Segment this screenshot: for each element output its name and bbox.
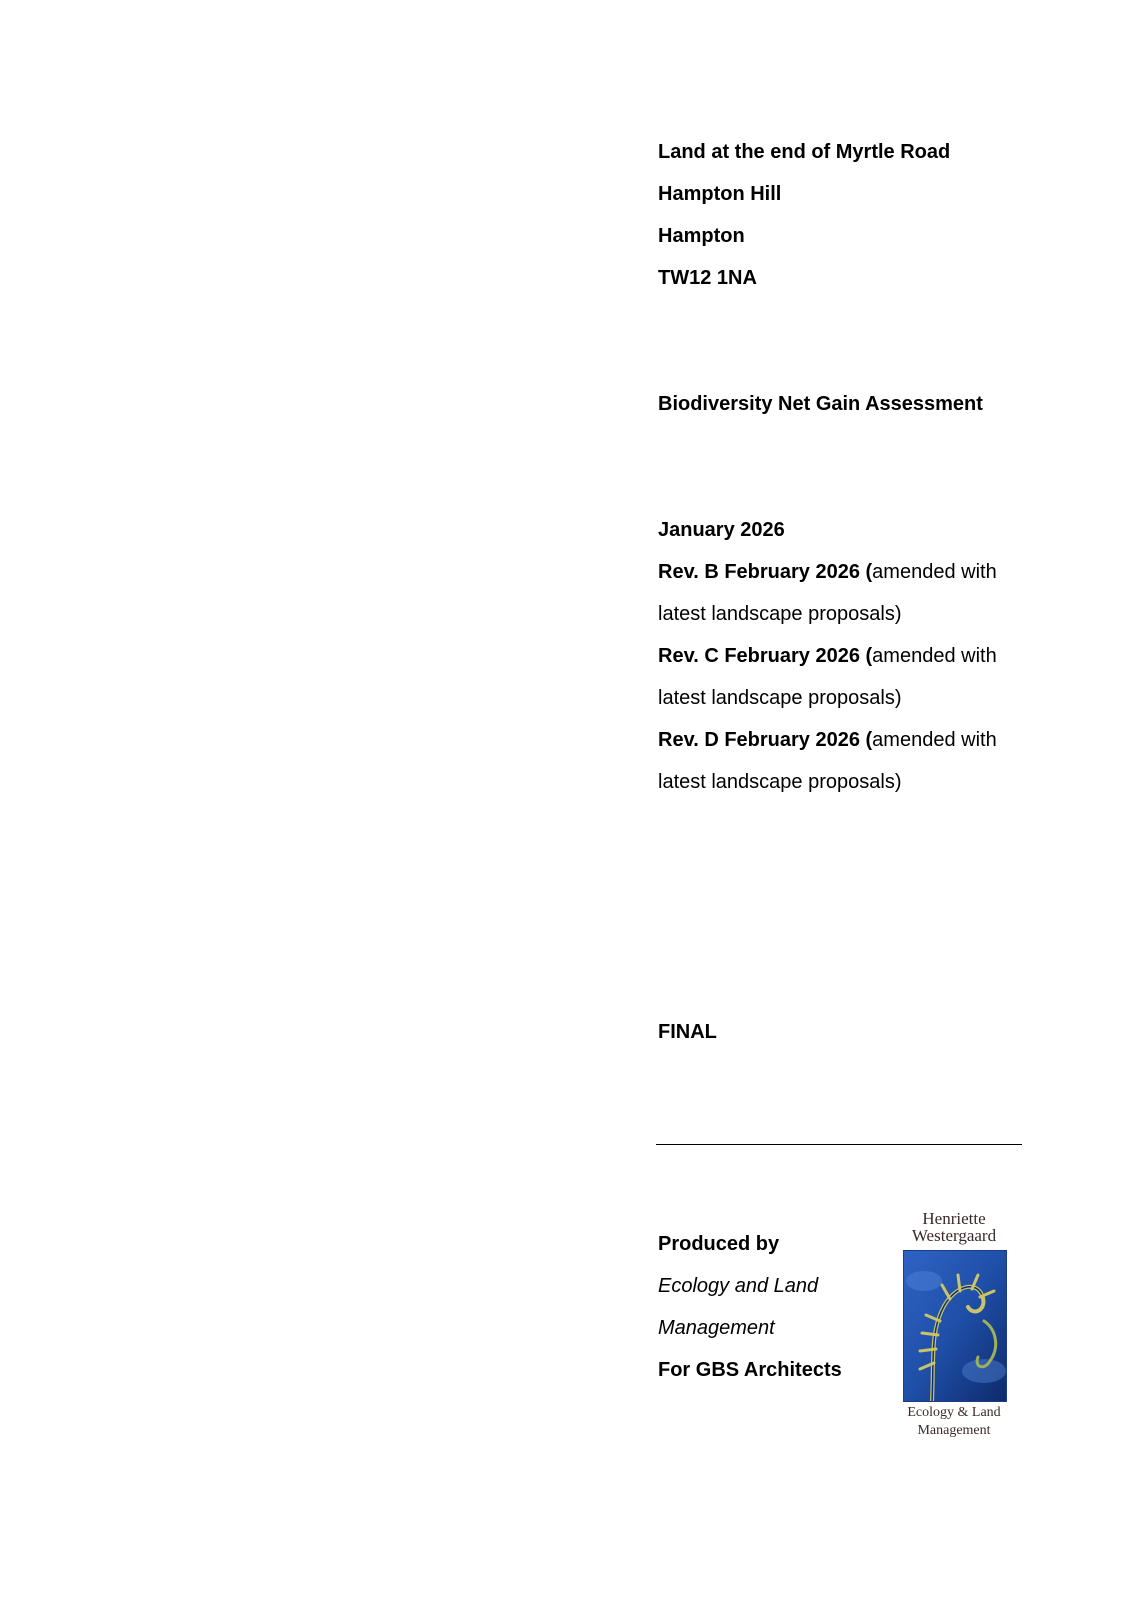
revision-d-line xyxy=(658,727,997,753)
revision-c-note-cont: latest landscape proposals) xyxy=(658,687,902,709)
document-status: FINAL xyxy=(658,1021,717,1043)
revision-d-note-cont: latest landscape proposals) xyxy=(658,771,902,793)
revision-c-note: amended with xyxy=(872,645,997,667)
client-line: For GBS Architects xyxy=(658,1359,842,1381)
address-line-2: Hampton Hill xyxy=(658,183,782,205)
revision-d-label: Rev. D February 2026 ( xyxy=(658,729,873,751)
logo-subtitle xyxy=(898,1404,1010,1440)
company-logo xyxy=(898,1210,1010,1442)
address-line-1: Land at the end of Myrtle Road xyxy=(658,141,951,163)
fern-frond-icon xyxy=(903,1250,1007,1402)
revision-d-note: amended with xyxy=(872,729,997,751)
revision-b-note: amended with xyxy=(872,561,997,583)
date-original: January 2026 xyxy=(658,519,785,541)
company-name-line-2: Management xyxy=(658,1317,775,1339)
produced-by-label: Produced by xyxy=(658,1233,780,1255)
report-title: Biodiversity Net Gain Assessment xyxy=(658,393,983,415)
revision-b-note-cont: latest landscape proposals) xyxy=(658,603,902,625)
revision-b-label: Rev. B February 2026 ( xyxy=(658,561,873,583)
address-line-3: Hampton xyxy=(658,225,745,247)
revision-c-line xyxy=(658,643,997,669)
logo-name-line-1: Henriette xyxy=(922,1209,986,1228)
divider xyxy=(656,1144,1022,1145)
logo-name-line-2: Westergaard xyxy=(911,1226,997,1245)
logo-sub-line-2: Management xyxy=(917,1423,991,1438)
logo-name xyxy=(898,1210,1010,1244)
revision-b-line xyxy=(658,559,997,585)
company-name-line-1: Ecology and Land xyxy=(658,1275,819,1297)
revision-c-label: Rev. C February 2026 ( xyxy=(658,645,873,667)
address-postcode: TW12 1NA xyxy=(658,267,757,289)
logo-sub-line-1: Ecology & Land xyxy=(907,1405,1001,1420)
